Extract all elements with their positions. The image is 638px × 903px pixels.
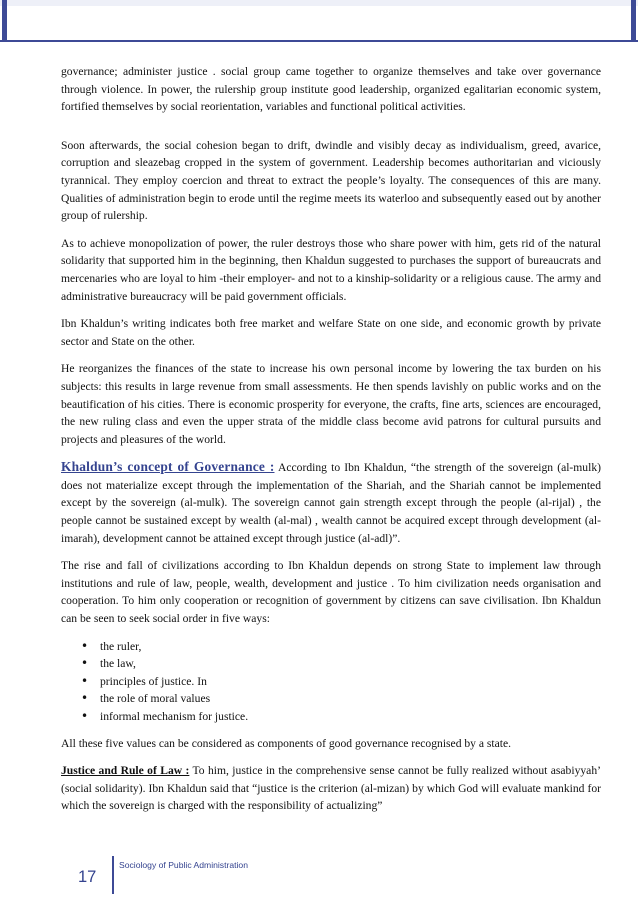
five-ways-list — [61, 638, 601, 726]
paragraph-2: Soon afterwards, the social cohesion began to drift, dwindle and visibly decay as individualism, greed, avarice, corruption and sleazebag cropped in the system of government. Leadership becomes authoritarian and viciously tyrannical. They employ coercion and threat to extract the people’s loyalty. The consequences of this are many. Qualities of administration begin to erode until the regime meets its waterloo and subsequently eased out by another group of rulership. — [61, 138, 601, 223]
paragraph-5: He reorganizes the finances of the state to increase his own personal income by lowering the tax burden on his subjects: this results in large revenue from small assessments. He then spends lavishly on public works and on the beautification of his cities. There is economic prosperity for everyone, the crafts, fine arts, sciences are encouraged, the new ruling class and even the upper strata of the middle class become avid patrons for cultural pursuits and projects and pleasures of the world. — [61, 362, 601, 446]
list-item: • the ruler, — [61, 638, 601, 656]
paragraph-3: As to achieve monopolization of power, the ruler destroys those who share power with him, gets rid of the natural solidarity that supported him in the beginning, then Khaldun suggested to purchases the support of bureaucrats and mercenaries who are loyal to him -their employer- and not to a kinship-solidarity or a religious cause. The army and administrative bureaucracy will be paid government officials. — [61, 236, 601, 303]
paragraph-8: All these five values can be considered as components of good governance recognised by a state. — [61, 736, 512, 750]
paragraph-6-text: According to Ibn Khaldun, “the strength of the sovereign (al-mulk) does not materialize except through the implementation of the Shariah, and the Shariah cannot be implemented except by the sovereign (al-mulk). The sovereign cannot gain strength except through the people (al-rijal) , the people cannot be sustained except by wealth (al-mal) , wealth cannot be acquired except through development (al-imarah), development cannot be attained except through justice (al-adl)”. — [61, 461, 601, 545]
section-heading-justice: Justice and Rule of Law : — [61, 764, 190, 778]
header-band — [0, 0, 638, 6]
paragraph-6 — [61, 458, 601, 547]
header-rule — [0, 40, 638, 42]
page-header-frame — [0, 0, 638, 42]
paragraph-1: governance; administer justice . social group came together to organize themselves and take over governance through violence. In power, the rulership group institute good leadership, organized egalitarian economic system, fortified themselves by social reorientation, variables and functional political activities. — [61, 65, 601, 114]
page-footer — [72, 856, 372, 896]
document-body — [61, 63, 601, 825]
footer-title: Sociology of Public Administration — [119, 860, 248, 870]
list-item: • principles of justice. In — [61, 673, 601, 691]
list-item: • the law, — [61, 655, 601, 673]
paragraph-4: Ibn Khaldun’s writing indicates both free market and welfare State on one side, and economic growth by private sector and State on the other. — [61, 317, 601, 348]
list-item: • the role of moral values — [61, 690, 601, 708]
paragraph-9-text: To him, justice in the comprehensive sense cannot be fully realized without asabiyyah’ (social solidarity). Ibn Khaldun said that “justice is the criterion (al-mizan) by which God will evaluate mankind for which the sovereign is charged with the responsibility of actualizing” — [61, 764, 601, 813]
header-left-bar — [2, 0, 7, 40]
section-heading-governance: Khaldun’s concept of Governance : — [61, 459, 275, 475]
header-right-bar — [631, 0, 636, 40]
paragraph-9 — [61, 762, 601, 815]
paragraph-7: The rise and fall of civilizations according to Ibn Khaldun depends on strong State to implement law through institutions and rule of law, people, wealth, development and justice . To him civilization needs organisation and cooperation. To him only cooperation or recognition of government by citizens can save civilisation. Ibn Khaldun can be seen to seek social order in five ways: — [61, 559, 601, 626]
footer-divider — [112, 856, 114, 894]
list-item: • informal mechanism for justice. — [61, 708, 601, 726]
page-number: 17 — [78, 868, 97, 886]
